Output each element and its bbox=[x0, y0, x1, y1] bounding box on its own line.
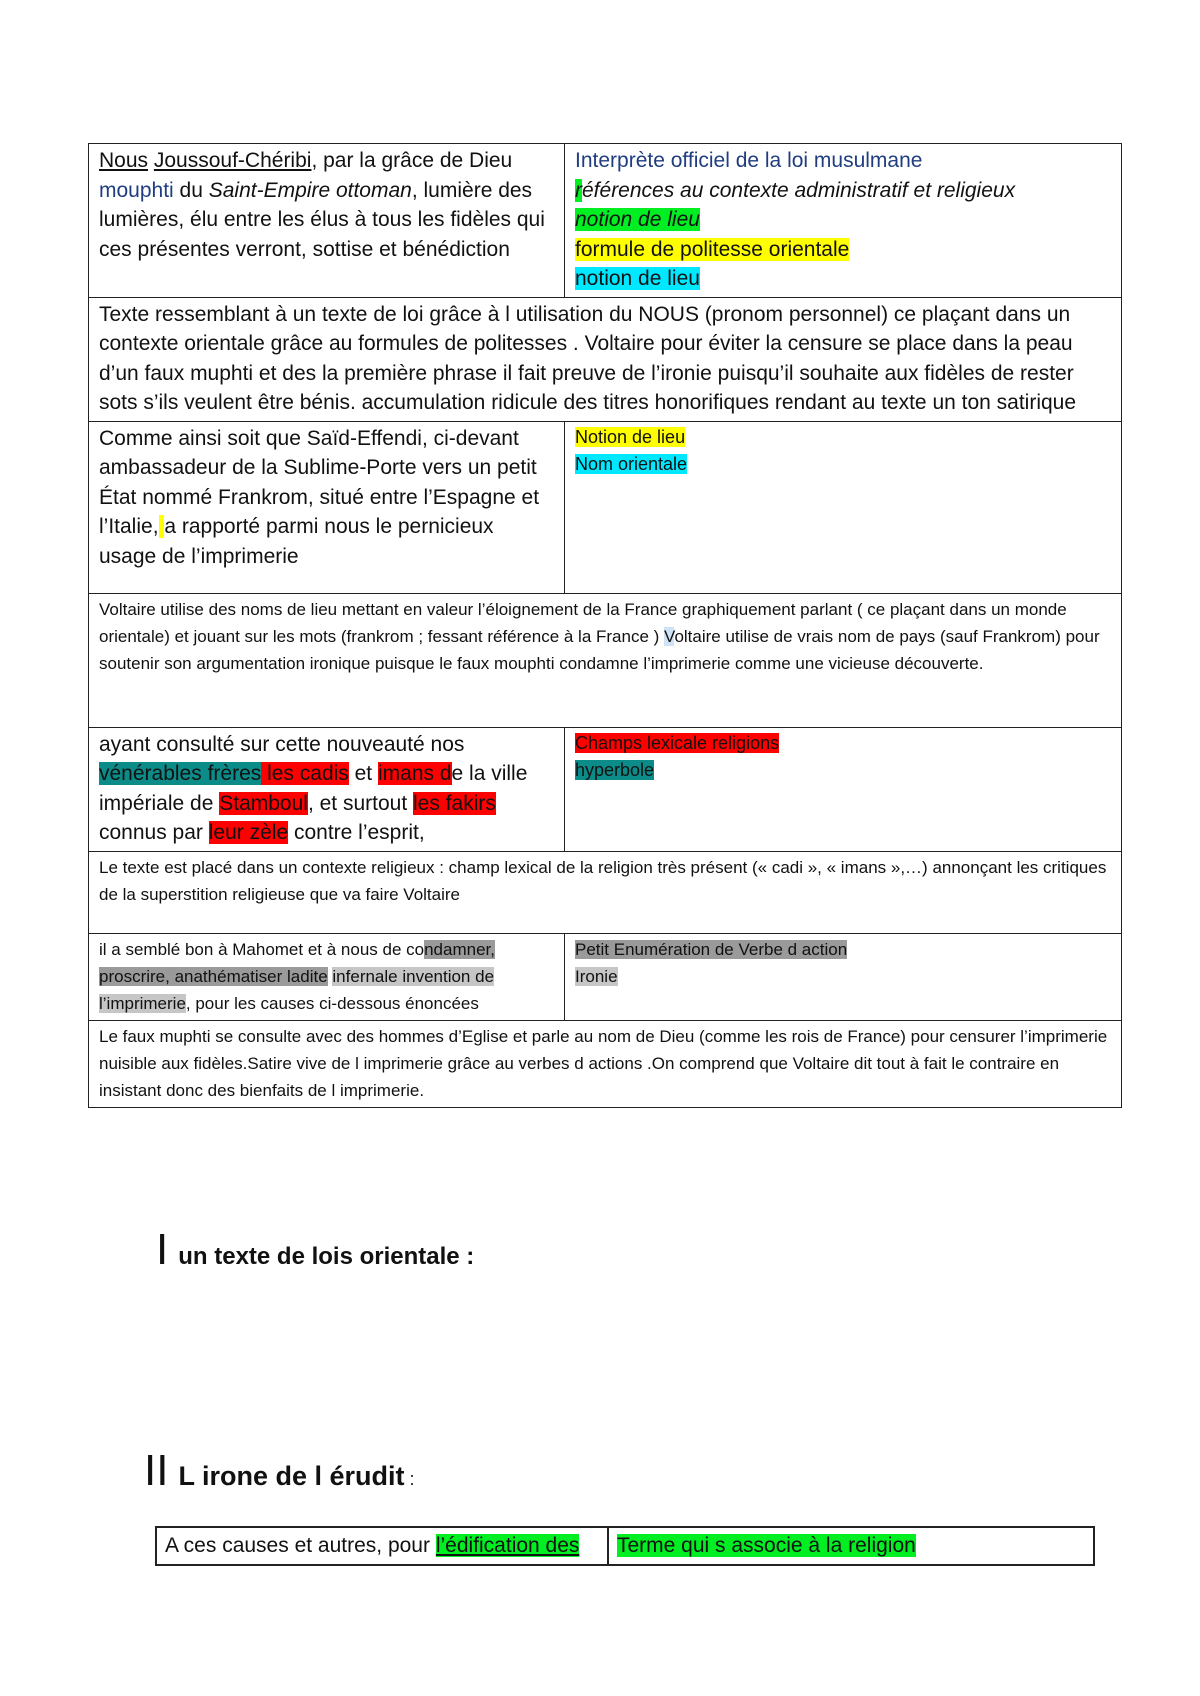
table-row bbox=[89, 297, 1122, 421]
commentary-text: Le texte est placé dans un contexte religieux : champ lexical de la religion très présent (« cadi », « imans »,…) annonçant les critiques de la superstition religieuse que va faire Voltaire bbox=[99, 857, 1107, 904]
quote-text: , et surtout bbox=[307, 791, 414, 815]
commentary-text: oltaire utilise de vrais nom de pays (sauf Frankrom) pour soutenir son argumentation ironique puisque le faux mouphti condamne l’imprimerie comme une vicieuse découverte. bbox=[99, 626, 1100, 673]
quote-text: Saint-Empire ottoman bbox=[208, 178, 412, 202]
annotation-text: r bbox=[575, 178, 582, 202]
annotation-cell bbox=[565, 933, 1122, 1020]
quote-text: vénérables frères bbox=[99, 762, 262, 785]
table-row bbox=[89, 144, 1122, 298]
quote-text: leur zèle bbox=[208, 821, 289, 844]
annotation-cell bbox=[565, 421, 1122, 593]
section-title-colon: : bbox=[404, 1469, 415, 1489]
quote-text: et bbox=[348, 762, 378, 785]
section-heading-1 bbox=[156, 1225, 474, 1275]
annotation-text: Interprète officiel de la loi musulmane bbox=[575, 149, 923, 172]
quote-text: l’édification des bbox=[435, 1534, 580, 1557]
annotation-text: Nom orientale bbox=[575, 454, 688, 474]
quote-text: Comme ainsi soit que Saïd-Effendi, ci-devant ambassadeur de la Sublime-Porte vers un petit État nommé Frankrom, situé entre l’Espagne et l’Italie, bbox=[99, 426, 540, 538]
section-number: I bbox=[156, 1225, 169, 1274]
quote-text: , lumière des lumières, élu entre les élus à tous les fidèles qui ces présentes verront, sottise et bénédiction bbox=[99, 178, 545, 261]
annotation-text: hyperbole bbox=[575, 760, 655, 780]
quote-text: , par la grâce de Dieu bbox=[311, 149, 513, 172]
quote-text: ayant consulté sur cette nouveauté nos bbox=[99, 732, 465, 756]
quote-text: Joussouf-Chéribi bbox=[153, 149, 312, 172]
table-row bbox=[89, 933, 1122, 1020]
section-title: L irone de l érudit bbox=[178, 1461, 405, 1491]
quote-text: A ces causes et autres, pour bbox=[165, 1534, 436, 1557]
annotation-cell bbox=[608, 1527, 1094, 1565]
annotation-cell bbox=[565, 727, 1122, 851]
quote-text: e la ville impériale de bbox=[99, 762, 528, 815]
quote-cell bbox=[156, 1527, 608, 1565]
quote-text: , pour les causes ci-dessous énoncées bbox=[185, 993, 479, 1013]
quote-cell bbox=[89, 421, 565, 593]
quote-text: les fakirs bbox=[413, 791, 496, 815]
quote-cell bbox=[89, 727, 565, 851]
commentary-text: Le faux muphti se consulte avec des hommes d’Eglise et parle au nom de Dieu (comme les rois de France) pour censurer l’imprimerie nuisible aux fidèles.Satire vive de l imprimerie grâce au verbes d actions .On comprend que Voltaire dit tout à fait le contraire en insistant donc des bienfaits de l imprimerie. bbox=[99, 1026, 1108, 1100]
quote-text: imans d bbox=[377, 762, 452, 785]
annotation-text: Notion de lieu bbox=[575, 426, 686, 447]
section-number: II bbox=[144, 1446, 169, 1495]
commentary-cell bbox=[89, 593, 1122, 727]
commentary-cell bbox=[89, 851, 1122, 933]
table-row bbox=[156, 1527, 1094, 1565]
commentary-text: V bbox=[664, 626, 675, 646]
annotation-text: formule de politesse orientale bbox=[575, 237, 850, 261]
analysis-table bbox=[88, 143, 1122, 1108]
annotation-cell bbox=[565, 144, 1122, 298]
quote-cell bbox=[89, 933, 565, 1020]
table-row bbox=[89, 851, 1122, 933]
annotation-text: Champs lexicale religions bbox=[575, 732, 780, 753]
table-row bbox=[89, 593, 1122, 727]
annotation-text: notion de lieu bbox=[575, 208, 700, 231]
annotation-text: Ironie bbox=[575, 966, 618, 986]
commentary-text: Texte ressemblant à un texte de loi grâce à l utilisation du NOUS (pronom personnel) ce plaçant dans un contexte orientale grâce au formules de politesses . bbox=[99, 302, 1071, 355]
quote-text: il a semblé bon à Mahomet et à nous de co bbox=[99, 939, 425, 959]
quote-text: infernale invention de l’imprimerie bbox=[99, 966, 495, 1013]
commentary-text: Voltaire utilise des noms de lieu mettant en valeur l’éloignement de la France graphiquement parlant ( ce plaçant dans un monde orientale) et jouant sur les mots (frankrom ; fessant référence à la France ) bbox=[99, 599, 1067, 646]
quote-cell bbox=[89, 144, 565, 298]
quote-text: les cadis bbox=[261, 762, 349, 785]
second-analysis-table bbox=[155, 1526, 1095, 1566]
section-heading-2 bbox=[144, 1446, 415, 1496]
commentary-cell bbox=[89, 1020, 1122, 1107]
section-title: un texte de lois orientale : bbox=[178, 1243, 475, 1270]
table-row bbox=[89, 727, 1122, 851]
quote-text: mouphti bbox=[99, 178, 174, 202]
quote-text: Nous bbox=[99, 149, 149, 172]
commentary-cell bbox=[89, 297, 1122, 421]
commentary-text: Voltaire pour éviter la censure se place dans la peau d’un faux muphti et des la première phrase il fait preuve de l’ironie puisqu’il souhaite aux fidèles de rester sots s’ils veulent être bénis. accumulation ridicule des titres honorifiques rendant au texte un ton satirique bbox=[99, 332, 1077, 414]
annotation-text: Terme qui s associe à la religion bbox=[617, 1534, 916, 1557]
table-row bbox=[89, 1020, 1122, 1107]
quote-text: connus par bbox=[99, 821, 209, 844]
annotation-text: Petit Enumération de Verbe d action bbox=[575, 939, 848, 959]
quote-text: ndamner, proscrire, anathématiser ladite bbox=[99, 939, 495, 986]
quote-text: du bbox=[173, 178, 209, 202]
annotation-text: notion de lieu bbox=[575, 267, 700, 290]
table-row bbox=[89, 421, 1122, 593]
quote-text: a rapporté parmi nous le pernicieux usage de l’imprimerie bbox=[99, 515, 494, 568]
annotation-text: éférences au contexte administratif et religieux bbox=[582, 178, 1016, 202]
quote-text: contre l’esprit, bbox=[288, 821, 425, 844]
quote-text: Stamboul bbox=[219, 791, 308, 815]
